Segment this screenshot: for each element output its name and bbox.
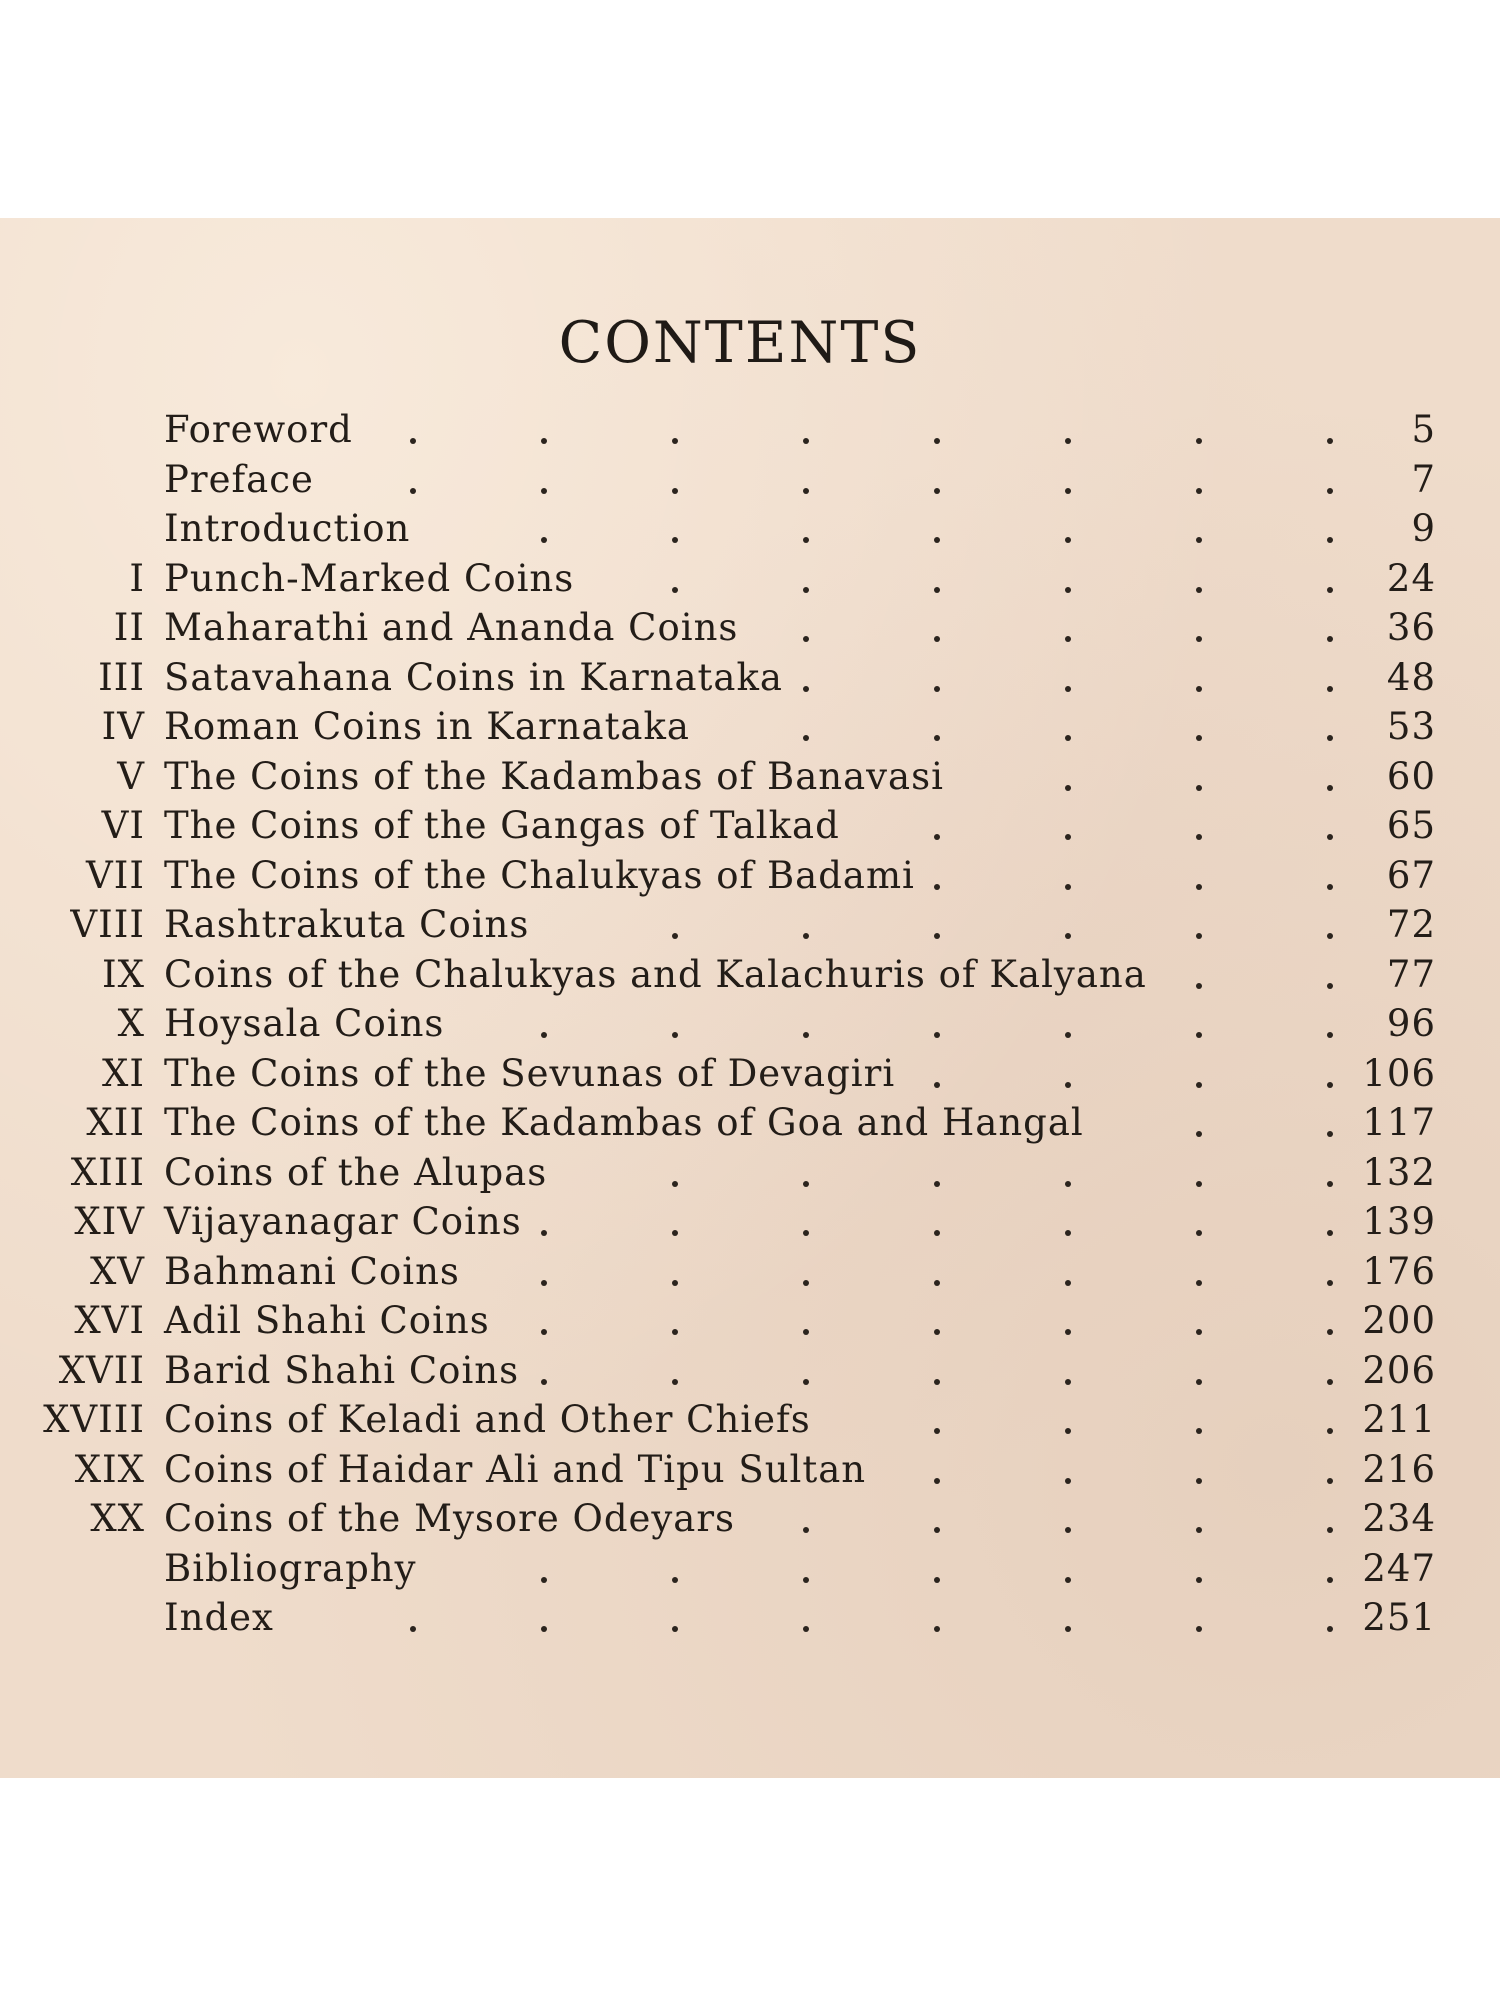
leader-dot <box>1327 686 1333 692</box>
leader-dot <box>1196 587 1202 593</box>
leader-dot <box>803 438 809 444</box>
chapter-title: The Coins of the Sevunas of Devagiri <box>164 1051 896 1095</box>
page-number: 251 <box>1362 1596 1436 1639</box>
leader-dot <box>1065 537 1071 543</box>
leader-dot <box>541 1329 547 1335</box>
leader-dot <box>672 1379 678 1385</box>
leader-dot <box>1196 488 1202 494</box>
chapter-title: Barid Shahi Coins <box>164 1348 520 1392</box>
leader-dots <box>0 455 1500 505</box>
leader-dots <box>0 1346 1500 1396</box>
leader-dot <box>1327 1329 1333 1335</box>
leader-dot <box>1327 1478 1333 1484</box>
page-number: 67 <box>1386 853 1436 897</box>
chapter-title: The Coins of the Kadambas of Banavasi <box>164 754 944 798</box>
chapter-title: Satavahana Coins in Karnataka <box>164 655 783 699</box>
leader-dot <box>803 1626 809 1632</box>
chapter-title: Coins of the Alupas <box>164 1150 548 1194</box>
leader-dot <box>1327 1428 1333 1434</box>
leader-dot <box>1196 1478 1202 1484</box>
chapter-number: XIII <box>70 1150 145 1194</box>
chapter-number: VI <box>101 804 145 847</box>
leader-dot <box>1327 884 1333 890</box>
leader-dot <box>1196 1577 1202 1583</box>
page-number: 60 <box>1386 754 1436 798</box>
leader-dot <box>803 1181 809 1187</box>
page-number: 7 <box>1411 457 1436 501</box>
leader-dot <box>1196 1428 1202 1434</box>
toc-entry <box>0 1197 1500 1247</box>
toc-entry <box>0 702 1500 752</box>
toc-entry <box>0 752 1500 802</box>
leader-dot <box>1065 488 1071 494</box>
leader-dot <box>803 1329 809 1335</box>
leader-dot <box>1327 488 1333 494</box>
leader-dots <box>0 999 1500 1049</box>
leader-dot <box>1327 785 1333 791</box>
leader-dots <box>0 1494 1500 1544</box>
leader-dot <box>1065 636 1071 642</box>
leader-dots <box>0 1197 1500 1247</box>
chapter-number: XX <box>90 1497 145 1540</box>
page-number: 77 <box>1386 952 1436 996</box>
leader-dot <box>410 438 416 444</box>
leader-dot <box>934 636 940 642</box>
leader-dot <box>934 686 940 692</box>
leader-dot <box>672 1230 678 1236</box>
leader-dot <box>1065 1527 1071 1533</box>
chapter-number: I <box>129 556 145 600</box>
page-number: 96 <box>1386 1002 1436 1045</box>
leader-dot <box>934 1329 940 1335</box>
chapter-title: Coins of Haidar Ali and Tipu Sultan <box>164 1447 867 1491</box>
leader-dots <box>0 1544 1500 1594</box>
page-number: 24 <box>1386 556 1436 600</box>
leader-dot <box>934 587 940 593</box>
leader-dot <box>934 1379 940 1385</box>
chapter-number: XIX <box>74 1447 145 1491</box>
leader-dot <box>1327 1181 1333 1187</box>
chapter-number: XI <box>102 1051 145 1095</box>
leader-dots <box>0 1148 1500 1198</box>
leader-dot <box>1327 1626 1333 1632</box>
leader-dots <box>0 950 1500 1000</box>
leader-dot <box>672 488 678 494</box>
leader-dot <box>672 537 678 543</box>
leader-dot <box>1327 1082 1333 1088</box>
leader-dot <box>1065 587 1071 593</box>
leader-dot <box>541 488 547 494</box>
toc-entry <box>0 554 1500 604</box>
leader-dot <box>1196 1626 1202 1632</box>
chapter-number: XIV <box>74 1200 145 1243</box>
page-number: 247 <box>1362 1546 1436 1590</box>
leader-dot <box>1065 1280 1071 1286</box>
leader-dot <box>1065 884 1071 890</box>
chapter-number: XVI <box>74 1299 145 1342</box>
leader-dot <box>934 1280 940 1286</box>
leader-dot <box>934 1626 940 1632</box>
leader-dot <box>934 933 940 939</box>
chapter-title: Introduction <box>164 507 411 550</box>
leader-dot <box>1065 1379 1071 1385</box>
chapter-title: Index <box>164 1596 274 1639</box>
leader-dot <box>672 1181 678 1187</box>
leader-dot <box>1065 1577 1071 1583</box>
leader-dot <box>1327 438 1333 444</box>
leader-dot <box>1196 1131 1202 1137</box>
toc-entry <box>0 1544 1500 1594</box>
leader-dot <box>934 834 940 840</box>
chapter-title: Adil Shahi Coins <box>164 1299 490 1342</box>
toc-entry <box>0 1395 1500 1445</box>
toc-entry <box>0 1494 1500 1544</box>
leader-dot <box>672 587 678 593</box>
leader-dot <box>1065 1181 1071 1187</box>
leader-dot <box>1327 1131 1333 1137</box>
page-number: 106 <box>1362 1051 1436 1095</box>
chapter-title: Preface <box>164 457 314 501</box>
leader-dot <box>803 1280 809 1286</box>
leader-dot <box>1327 983 1333 989</box>
toc-entry <box>0 405 1500 455</box>
leader-dot <box>803 1527 809 1533</box>
page-number: 216 <box>1362 1447 1436 1491</box>
leader-dot <box>1196 1181 1202 1187</box>
leader-dot <box>541 537 547 543</box>
chapter-title: Bibliography <box>164 1546 417 1590</box>
chapter-number: XVIII <box>43 1398 145 1441</box>
leader-dot <box>934 1577 940 1583</box>
leader-dots <box>0 900 1500 950</box>
leader-dot <box>1065 1082 1071 1088</box>
leader-dot <box>1065 1032 1071 1038</box>
chapter-title: Foreword <box>164 408 353 451</box>
leader-dot <box>541 1032 547 1038</box>
chapter-number: IV <box>101 705 145 748</box>
leader-dot <box>1196 1032 1202 1038</box>
page-number: 65 <box>1386 804 1436 847</box>
leader-dot <box>803 488 809 494</box>
page-number: 211 <box>1362 1398 1436 1441</box>
chapter-title: Vijayanagar Coins <box>164 1200 522 1243</box>
leader-dot <box>672 933 678 939</box>
leader-dot <box>1327 1230 1333 1236</box>
leader-dot <box>934 488 940 494</box>
chapter-title: Rashtrakuta Coins <box>164 903 530 946</box>
toc-entry <box>0 1593 1500 1643</box>
chapter-title: Bahmani Coins <box>164 1249 460 1293</box>
chapter-number: XV <box>89 1249 145 1293</box>
leader-dot <box>1065 1428 1071 1434</box>
leader-dots <box>0 702 1500 752</box>
leader-dot <box>1327 1032 1333 1038</box>
chapter-title: The Coins of the Chalukyas of Badami <box>164 853 915 897</box>
leader-dot <box>1196 983 1202 989</box>
leader-dot <box>1065 1230 1071 1236</box>
leader-dots <box>0 603 1500 653</box>
chapter-number: VII <box>86 853 145 897</box>
leader-dot <box>934 1428 940 1434</box>
leader-dots <box>0 801 1500 851</box>
page-number: 36 <box>1386 606 1436 649</box>
page-number: 139 <box>1362 1200 1436 1243</box>
leader-dot <box>803 537 809 543</box>
leader-dot <box>803 686 809 692</box>
leader-dot <box>1196 735 1202 741</box>
leader-dot <box>410 488 416 494</box>
leader-dot <box>1065 438 1071 444</box>
leader-dot <box>1196 933 1202 939</box>
chapter-title: Coins of Keladi and Other Chiefs <box>164 1398 811 1441</box>
page-number: 9 <box>1411 507 1436 550</box>
leader-dot <box>1327 537 1333 543</box>
leader-dot <box>934 1527 940 1533</box>
leader-dot <box>672 1626 678 1632</box>
page-number: 5 <box>1411 408 1436 451</box>
chapter-title: The Coins of the Kadambas of Goa and Hangal <box>164 1101 1084 1144</box>
leader-dot <box>1196 1527 1202 1533</box>
leader-dot <box>541 1379 547 1385</box>
leader-dot <box>803 1577 809 1583</box>
toc-entry <box>0 851 1500 901</box>
leader-dot <box>1327 834 1333 840</box>
leader-dot <box>803 1230 809 1236</box>
chapter-number: X <box>117 1002 145 1045</box>
leader-dots <box>0 653 1500 703</box>
leader-dots <box>0 851 1500 901</box>
leader-dot <box>1196 636 1202 642</box>
leader-dot <box>934 1181 940 1187</box>
leader-dot <box>1065 933 1071 939</box>
leader-dots <box>0 1445 1500 1495</box>
leader-dot <box>1065 1478 1071 1484</box>
toc-entry <box>0 900 1500 950</box>
toc-entry <box>0 603 1500 653</box>
toc-entry <box>0 1346 1500 1396</box>
chapter-title: The Coins of the Gangas of Talkad <box>164 804 840 847</box>
page-number: 234 <box>1362 1497 1436 1540</box>
leader-dots <box>0 405 1500 455</box>
chapter-number: V <box>117 754 145 798</box>
page-number: 48 <box>1386 655 1436 699</box>
toc-entry <box>0 950 1500 1000</box>
toc-entry <box>0 1098 1500 1148</box>
chapter-number: II <box>113 606 145 649</box>
leader-dot <box>410 1626 416 1632</box>
toc-entry <box>0 653 1500 703</box>
leader-dot <box>934 884 940 890</box>
leader-dots <box>0 1395 1500 1445</box>
leader-dot <box>803 587 809 593</box>
leader-dot <box>1327 933 1333 939</box>
page-number: 72 <box>1386 903 1436 946</box>
leader-dot <box>541 1280 547 1286</box>
leader-dot <box>541 1626 547 1632</box>
toc-entry <box>0 801 1500 851</box>
toc-entry <box>0 1445 1500 1495</box>
leader-dot <box>541 1577 547 1583</box>
leader-dot <box>803 735 809 741</box>
leader-dot <box>1196 537 1202 543</box>
leader-dot <box>1196 785 1202 791</box>
leader-dot <box>1065 1626 1071 1632</box>
leader-dots <box>0 1098 1500 1148</box>
book-page <box>0 218 1500 1778</box>
chapter-number: XII <box>86 1101 145 1144</box>
leader-dot <box>541 1230 547 1236</box>
page-number: 132 <box>1362 1150 1436 1194</box>
leader-dot <box>1196 686 1202 692</box>
leader-dot <box>934 1478 940 1484</box>
chapter-title: Roman Coins in Karnataka <box>164 705 690 748</box>
chapter-number: IX <box>102 952 145 996</box>
leader-dot <box>1327 1577 1333 1583</box>
leader-dot <box>934 438 940 444</box>
chapter-title: Coins of the Mysore Odeyars <box>164 1497 736 1540</box>
leader-dot <box>1196 834 1202 840</box>
leader-dots <box>0 1247 1500 1297</box>
leader-dot <box>672 1032 678 1038</box>
toc-entry <box>0 504 1500 554</box>
chapter-number: XVII <box>58 1348 145 1392</box>
leader-dot <box>1065 686 1071 692</box>
leader-dot <box>1327 636 1333 642</box>
leader-dot <box>1065 1329 1071 1335</box>
toc-entry <box>0 999 1500 1049</box>
leader-dot <box>1327 1280 1333 1286</box>
page-title: CONTENTS <box>558 310 922 376</box>
leader-dot <box>803 933 809 939</box>
page-number: 117 <box>1362 1101 1436 1144</box>
chapter-title: Punch-Marked Coins <box>164 556 575 600</box>
toc-entry <box>0 1049 1500 1099</box>
chapter-title: Maharathi and Ananda Coins <box>164 606 739 649</box>
leader-dots <box>0 504 1500 554</box>
chapter-number: VIII <box>70 903 145 946</box>
page-number: 206 <box>1362 1348 1436 1392</box>
leader-dot <box>1196 1280 1202 1286</box>
chapter-title: Coins of the Chalukyas and Kalachuris of Kalyana <box>164 952 1147 996</box>
leader-dot <box>1196 1082 1202 1088</box>
leader-dot <box>803 1032 809 1038</box>
leader-dot <box>1196 884 1202 890</box>
leader-dot <box>672 1577 678 1583</box>
leader-dot <box>934 1230 940 1236</box>
leader-dot <box>803 1379 809 1385</box>
leader-dot <box>1327 587 1333 593</box>
leader-dot <box>1196 438 1202 444</box>
leader-dots <box>0 554 1500 604</box>
leader-dot <box>1065 785 1071 791</box>
leader-dots <box>0 1593 1500 1643</box>
leader-dots <box>0 752 1500 802</box>
toc-entry <box>0 455 1500 505</box>
leader-dot <box>1065 834 1071 840</box>
page-number: 176 <box>1362 1249 1436 1293</box>
leader-dot <box>934 1082 940 1088</box>
leader-dot <box>934 537 940 543</box>
page-number: 53 <box>1386 705 1436 748</box>
leader-dot <box>1196 1230 1202 1236</box>
leader-dot <box>1196 1329 1202 1335</box>
leader-dot <box>672 438 678 444</box>
leader-dot <box>672 1280 678 1286</box>
toc-entry <box>0 1296 1500 1346</box>
leader-dot <box>672 1329 678 1335</box>
leader-dot <box>1196 1379 1202 1385</box>
chapter-number: III <box>98 655 145 699</box>
toc-entry <box>0 1148 1500 1198</box>
leader-dots <box>0 1049 1500 1099</box>
leader-dot <box>803 636 809 642</box>
page-number: 200 <box>1362 1299 1436 1342</box>
leader-dot <box>541 438 547 444</box>
chapter-title: Hoysala Coins <box>164 1002 445 1045</box>
leader-dot <box>1327 1527 1333 1533</box>
leader-dot <box>1065 735 1071 741</box>
toc-entry <box>0 1247 1500 1297</box>
leader-dot <box>934 1032 940 1038</box>
leader-dot <box>934 735 940 741</box>
leader-dot <box>1327 1379 1333 1385</box>
table-of-contents <box>0 405 1500 1643</box>
leader-dots <box>0 1296 1500 1346</box>
leader-dot <box>1327 735 1333 741</box>
